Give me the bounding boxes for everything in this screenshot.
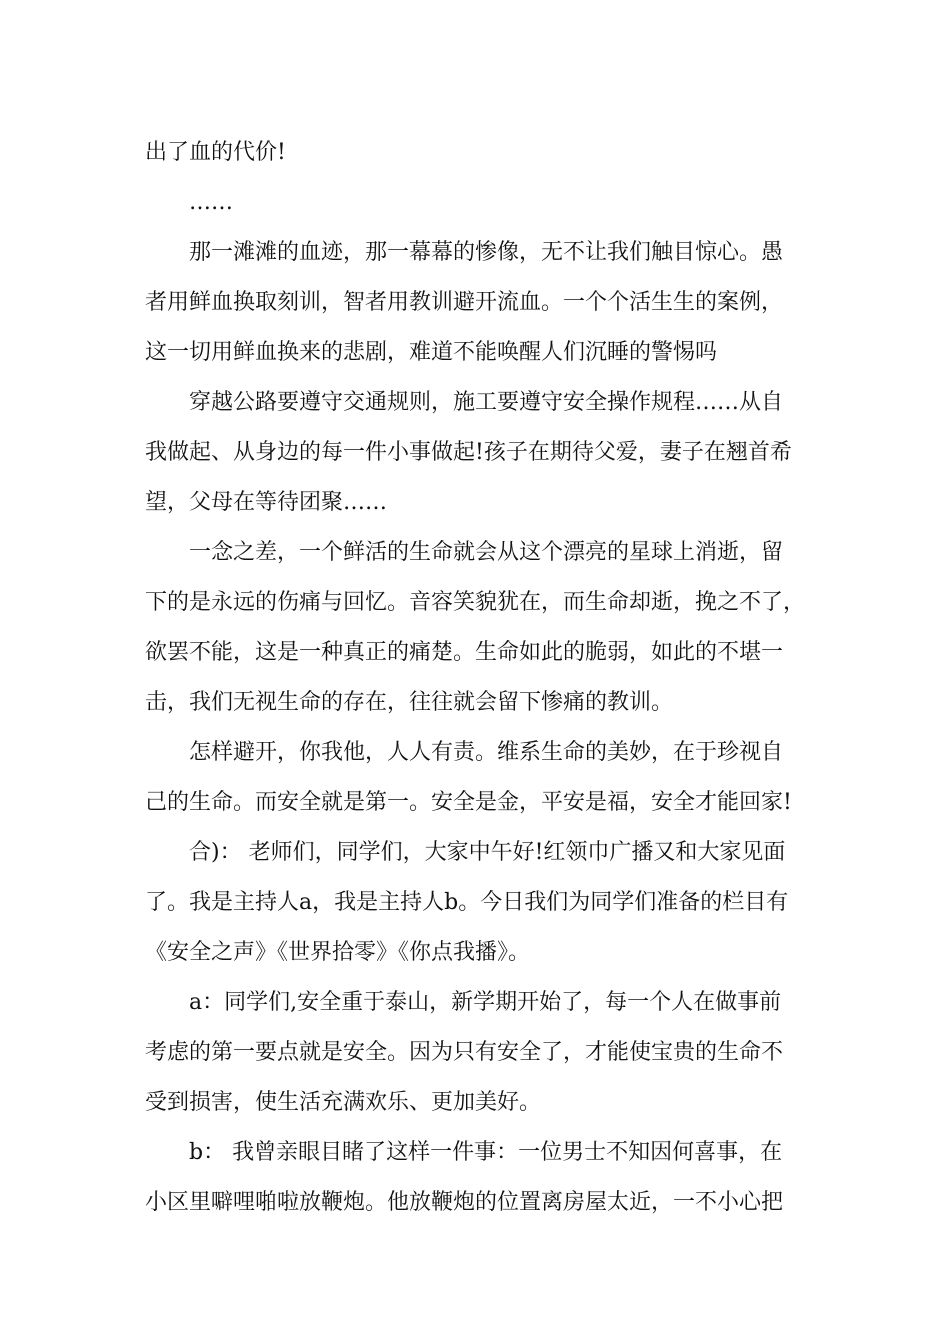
text-line-6: 穿越公路要遵守交通规则，施工要遵守安全操作规程……从自 (189, 390, 784, 415)
text-line-12: 击，我们无视生命的存在，往往就会留下惨痛的教训。 (145, 690, 674, 715)
text-line-20: 受到损害，使生活充满欢乐、更加美好。 (145, 1090, 542, 1115)
text-line-14: 己的生命。而安全就是第一。安全是金，平安是福，安全才能回家! (145, 790, 792, 815)
text-line-21: b： 我曾亲眼目睹了这样一件事：一位男士不知因何喜事，在 (189, 1140, 783, 1165)
text-line-5: 这一切用鲜血换来的悲剧，难道不能唤醒人们沉睡的警惕吗 (145, 340, 718, 365)
text-line-7: 我做起、从身边的每一件小事做起!孩子在期待父爱，妻子在翘首希 (145, 440, 792, 465)
document-body (145, 128, 810, 1228)
text-line-22: 小区里噼哩啪啦放鞭炮。他放鞭炮的位置离房屋太近，一不小心把 (145, 1190, 784, 1215)
text-line-3: 那一滩滩的血迹，那一幕幕的惨像，无不让我们触目惊心。愚 (189, 240, 784, 265)
text-line-4: 者用鲜血换取刻训，智者用教训避开流血。一个个活生生的案例， (145, 290, 784, 315)
text-line-13: 怎样避开，你我他，人人有责。维系生命的美妙，在于珍视自 (189, 740, 784, 765)
text-line-10: 下的是永远的伤痛与回忆。音容笑貌犹在，而生命却逝，挽之不了， (145, 590, 806, 615)
text-line-15: 合)： 老师们，同学们，大家中午好!红领巾广播又和大家见面 (189, 840, 786, 865)
text-line-16: 了。我是主持人a，我是主持人b。今日我们为同学们准备的栏目有 (145, 890, 789, 915)
text-line-2: …… (189, 190, 233, 215)
text-line-11: 欲罢不能，这是一种真正的痛楚。生命如此的脆弱，如此的不堪一 (145, 640, 784, 665)
text-line-17: 《安全之声》《世界拾零》《你点我播》。 (145, 940, 531, 965)
text-line-18: a：同学们,安全重于泰山，新学期开始了，每一个人在做事前 (189, 990, 782, 1015)
text-line-19: 考虑的第一要点就是安全。因为只有安全了，才能使宝贵的生命不 (145, 1040, 784, 1065)
text-line-9: 一念之差，一个鲜活的生命就会从这个漂亮的星球上消逝，留 (189, 540, 784, 565)
text-line-1: 出了血的代价! (145, 140, 286, 165)
text-line-8: 望，父母在等待团聚…… (145, 490, 388, 515)
